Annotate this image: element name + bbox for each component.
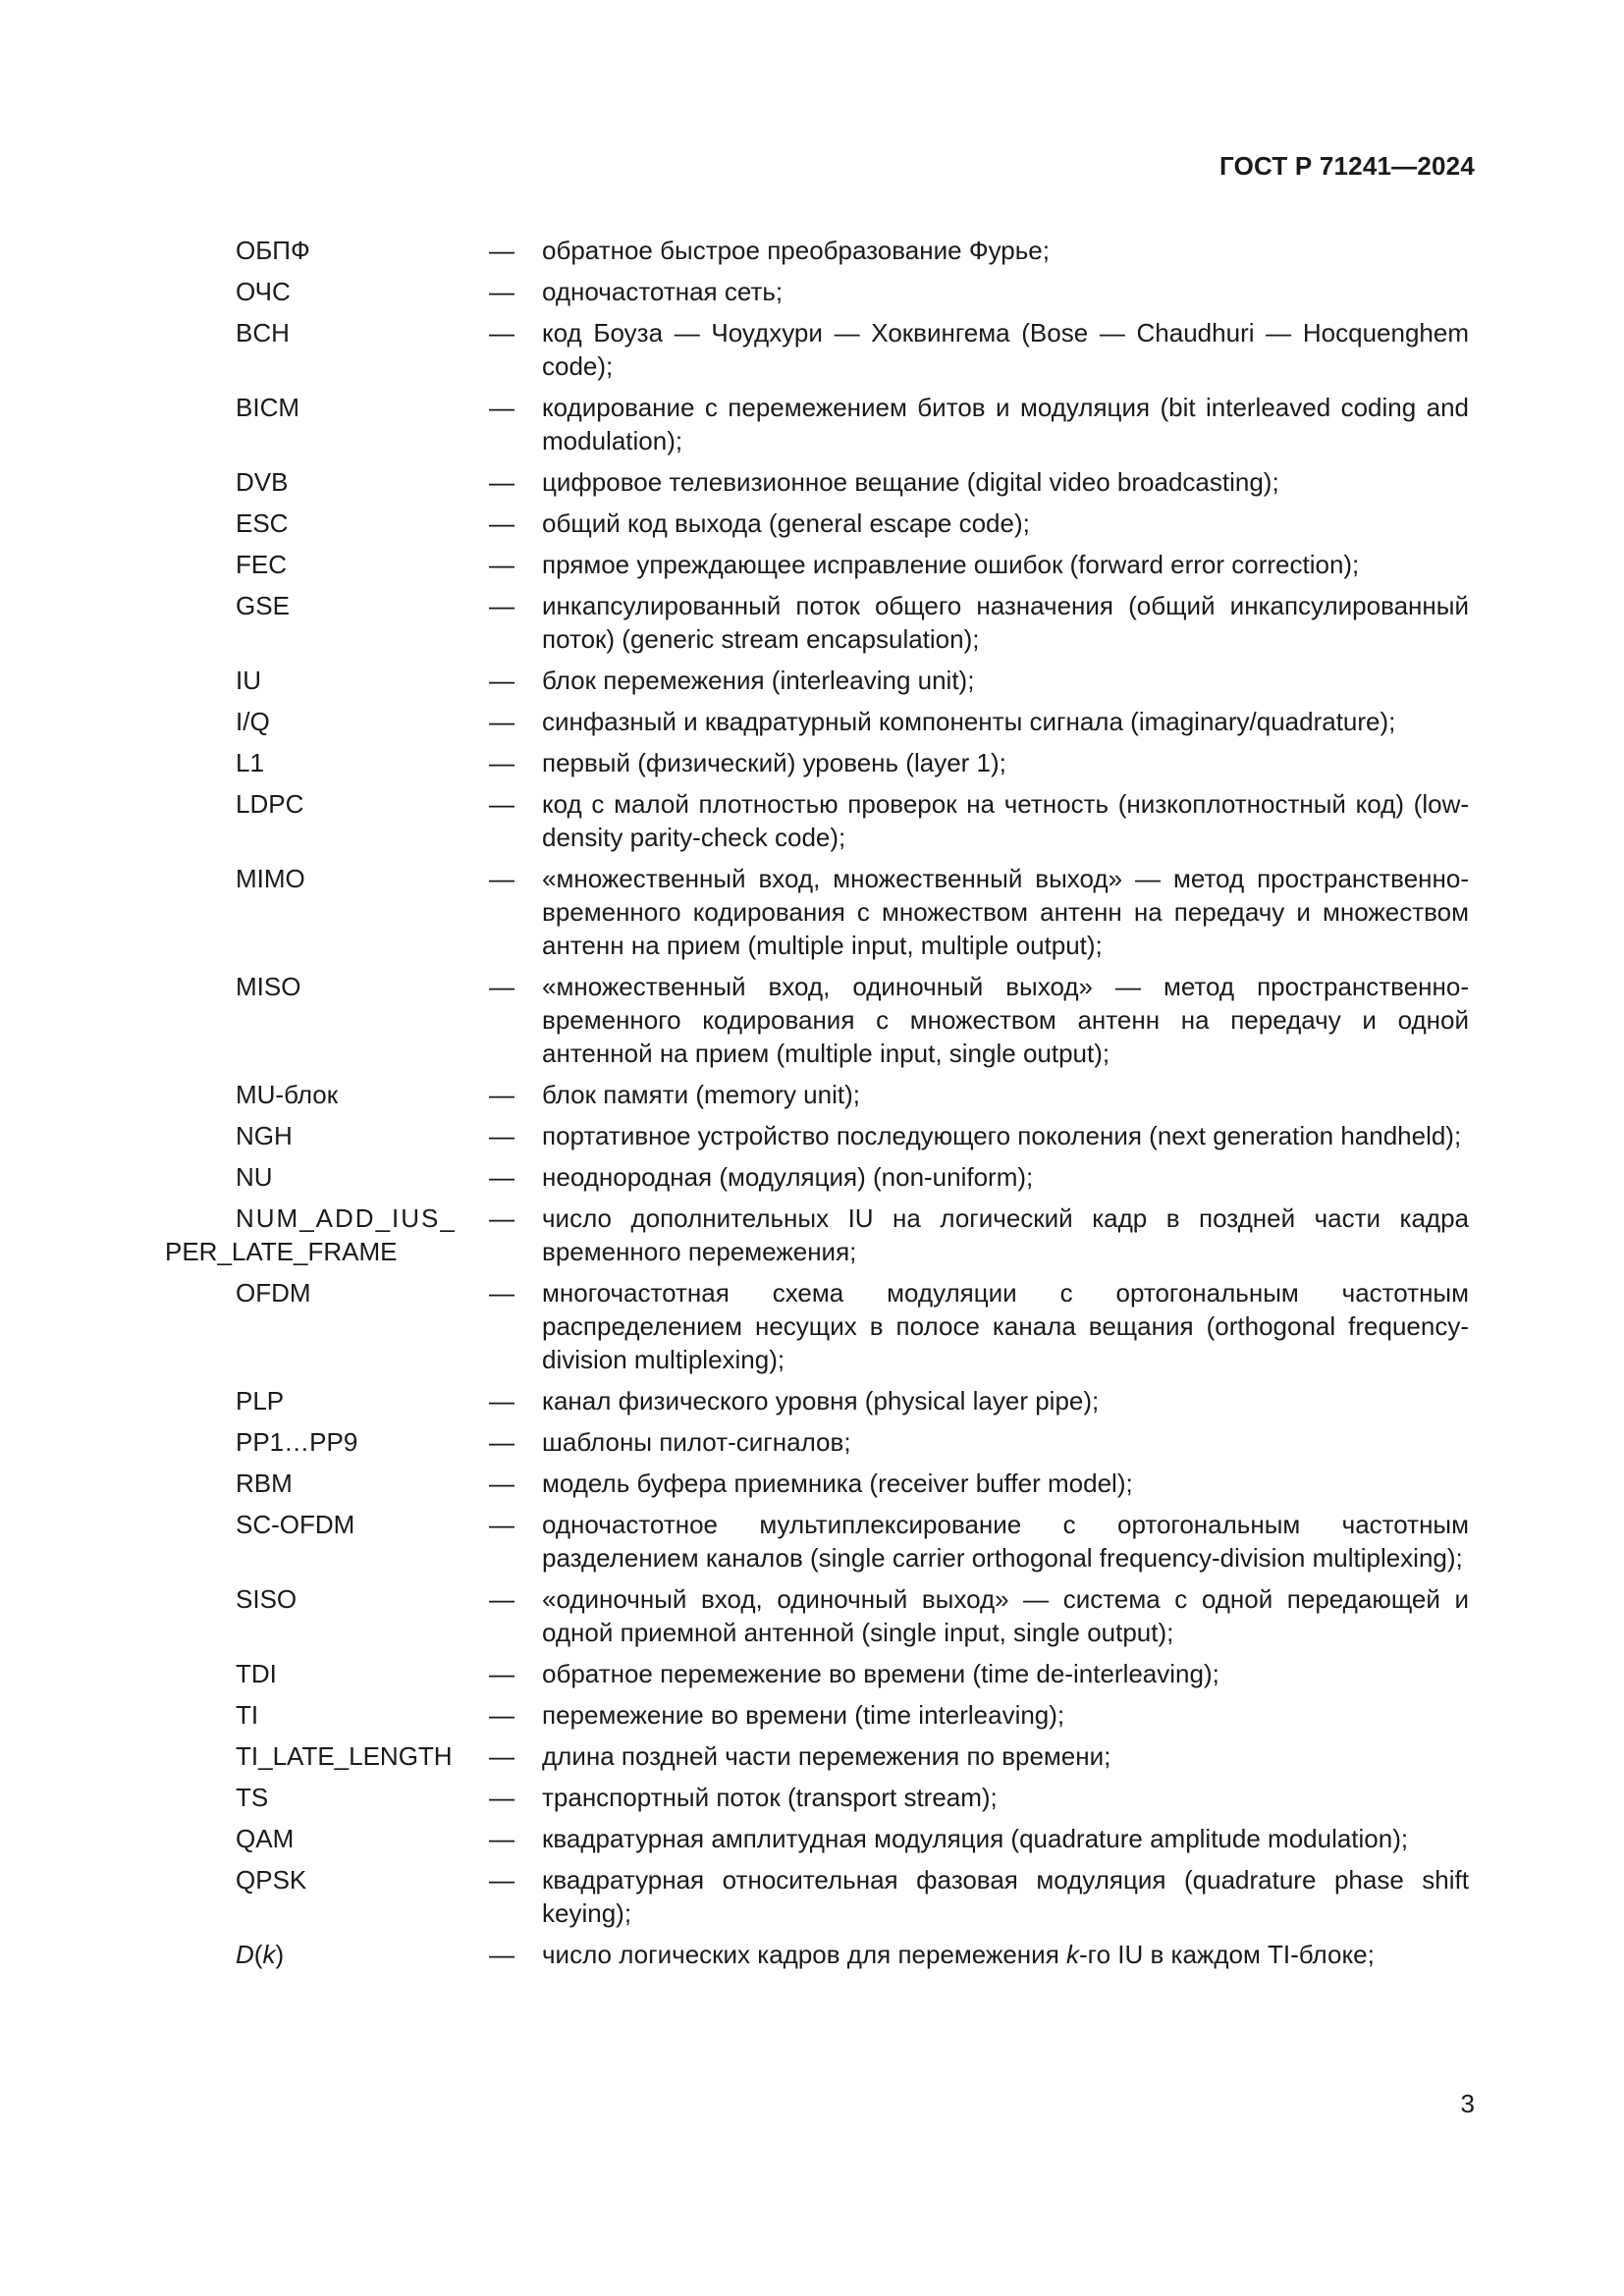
abbr-term: QPSK: [236, 1865, 307, 1895]
abbr-definition: неоднородная (модуляция) (non-uniform);: [542, 1162, 1034, 1192]
abbr-entry: [0, 705, 1624, 738]
abbr-term-paren: (: [253, 1940, 263, 1969]
abbr-dash: —: [489, 1121, 514, 1150]
abbr-dash: —: [489, 467, 514, 497]
abbr-definition: кодирование с перемежением битов и модуляция (bit interleaved coding and modulation);: [542, 393, 1469, 455]
abbr-term-line: NUM_ADD_IUS_: [236, 1203, 457, 1233]
abbr-entry: [0, 1582, 1624, 1649]
abbr-definition: квадратурная амплитудная модуляция (quadrature amplitude modulation);: [542, 1824, 1409, 1853]
abbr-dash: —: [489, 1584, 514, 1614]
abbr-definition: «множественный вход, одиночный выход» — метод пространственно-временного кодирования с множеством антенн на передачу и одной антенной на прием (multiple input, single output);: [542, 972, 1469, 1068]
abbr-entry: [0, 1276, 1624, 1376]
abbr-definition: портативное устройство последующего поколения (next generation handheld);: [542, 1121, 1462, 1150]
abbr-definition-index: k: [1066, 1940, 1079, 1969]
abbr-term: TI: [236, 1700, 259, 1730]
abbr-entry: [0, 465, 1624, 499]
abbr-definition: [542, 1938, 1469, 1971]
abbr-entry: [0, 316, 1624, 383]
abbr-term: QAM: [236, 1824, 295, 1853]
abbreviation-list: [0, 234, 1624, 1979]
abbr-term-symbol: D: [236, 1940, 254, 1969]
abbr-term: OFDM: [236, 1278, 311, 1308]
abbr-entry: [0, 1863, 1624, 1930]
abbr-term: ОЧС: [236, 277, 291, 306]
abbr-dash: —: [489, 550, 514, 579]
abbr-entry: [0, 507, 1624, 540]
abbr-definition: транспортный поток (transport stream);: [542, 1783, 998, 1812]
abbr-term: PP1…PP9: [236, 1427, 358, 1457]
abbr-dash: —: [489, 318, 514, 347]
abbr-term: RBM: [236, 1468, 293, 1498]
abbr-term: BCH: [236, 318, 290, 347]
abbr-definition: число дополнительных IU на логический кадр в поздней части кадра временного перемежения;: [542, 1203, 1469, 1266]
abbr-definition: «одиночный вход, одиночный выход» — система с одной передающей и одной приемной антенной (single input, single output);: [542, 1584, 1469, 1647]
abbr-dash: —: [489, 393, 514, 422]
abbr-term: LDPC: [236, 789, 304, 819]
abbr-dash: —: [489, 707, 514, 736]
abbr-entry: [0, 1160, 1624, 1194]
abbr-entry: [0, 787, 1624, 854]
abbr-term: TS: [236, 1783, 269, 1812]
abbr-definition: синфазный и квадратурный компоненты сигнала (imaginary/quadrature);: [542, 707, 1396, 736]
abbr-dash: —: [489, 1741, 514, 1771]
abbr-dash: —: [489, 236, 514, 265]
abbr-dash: —: [489, 1162, 514, 1192]
abbr-entry: [0, 1657, 1624, 1690]
abbr-entry: [0, 1201, 1624, 1268]
abbr-definition: модель буфера приемника (receiver buffer model);: [542, 1468, 1133, 1498]
abbr-entry: [0, 234, 1624, 267]
abbr-term: L1: [236, 748, 264, 777]
abbr-term: FEC: [236, 550, 287, 579]
abbr-term-paren: ): [275, 1940, 285, 1969]
abbr-term: MU-блок: [236, 1080, 339, 1109]
abbr-dash: —: [489, 972, 514, 1001]
document-header: ГОСТ Р 71241—2024: [1219, 151, 1475, 181]
abbr-term: IU: [236, 666, 261, 695]
abbr-dash: —: [489, 864, 514, 893]
abbr-term: SC-OFDM: [236, 1510, 355, 1539]
abbr-definition: обратное перемежение во времени (time de-interleaving);: [542, 1659, 1219, 1688]
abbr-entry: [0, 970, 1624, 1070]
abbr-term: PLP: [236, 1386, 285, 1415]
abbr-term: TDI: [236, 1659, 277, 1688]
abbr-term-index: k: [262, 1940, 276, 1969]
abbr-dash: —: [489, 1824, 514, 1853]
abbr-entry: [0, 391, 1624, 457]
abbr-definition: код с малой плотностью проверок на четность (низкоплотностный код) (low-density parity-check code);: [542, 789, 1469, 852]
abbr-term: MISO: [236, 972, 301, 1001]
abbr-term: ОБПФ: [236, 236, 310, 265]
abbr-entry: [0, 1384, 1624, 1417]
abbr-dash: —: [489, 1278, 514, 1308]
abbr-term-line: PER_LATE_FRAME: [165, 1237, 398, 1266]
abbr-term: MIMO: [236, 864, 305, 893]
abbr-dash: —: [489, 1865, 514, 1895]
abbr-definition: обратное быстрое преобразование Фурье;: [542, 236, 1050, 265]
abbr-entry: [0, 1822, 1624, 1855]
abbr-definition: код Боуза — Чоудхури — Хоквингема (Bose — Chaudhuri — Hocquenghem code);: [542, 318, 1469, 381]
abbr-dash: —: [489, 1468, 514, 1498]
abbr-definition: инкапсулированный поток общего назначения (общий инкапсулированный поток) (generic stream encapsulation);: [542, 591, 1469, 654]
page-number: 3: [1460, 2089, 1475, 2118]
abbr-definition: блок перемежения (interleaving unit);: [542, 666, 975, 695]
abbr-term: NGH: [236, 1121, 293, 1150]
abbr-dash: —: [489, 1659, 514, 1688]
abbr-term: SISO: [236, 1584, 298, 1614]
abbr-definition: одночастотное мультиплексирование с ортогональным частотным разделением каналов (single carrier orthogonal frequency-division multiplexing);: [542, 1510, 1469, 1573]
abbr-definition: канал физического уровня (physical layer pipe);: [542, 1386, 1100, 1415]
abbr-entry: [0, 1467, 1624, 1500]
abbr-definition-part: -го IU в каждом TI-блоке;: [1079, 1940, 1375, 1969]
abbr-dash: —: [489, 591, 514, 620]
abbr-dash: —: [489, 508, 514, 538]
abbr-dash: —: [489, 1940, 514, 1969]
abbr-term: ESC: [236, 508, 289, 538]
abbr-dash: —: [489, 1386, 514, 1415]
abbr-dash: —: [489, 748, 514, 777]
abbr-definition: «множественный вход, множественный выход» — метод пространственно-временного кодирования с множеством антенн на передачу и множеством антенн на прием (multiple input, multiple output);: [542, 864, 1469, 960]
abbr-dash: —: [489, 1510, 514, 1539]
abbr-entry: [0, 1938, 1624, 1971]
abbr-definition: первый (физический) уровень (layer 1);: [542, 748, 1006, 777]
abbr-entry: [0, 548, 1624, 581]
abbr-definition: шаблоны пилот-сигналов;: [542, 1427, 851, 1457]
abbr-definition: прямое упреждающее исправление ошибок (forward error correction);: [542, 550, 1360, 579]
abbr-term: [236, 1938, 284, 1971]
abbr-definition: многочастотная схема модуляции с ортогональным частотным распределением несущих в полосе канала вещания (orthogonal frequency-division multiplexing);: [542, 1278, 1469, 1374]
abbr-entry: [0, 746, 1624, 779]
abbr-dash: —: [489, 1783, 514, 1812]
abbr-definition-part: число логических кадров для перемежения: [542, 1940, 1066, 1969]
abbr-entry: [0, 1119, 1624, 1152]
abbr-term: GSE: [236, 591, 290, 620]
abbr-term: TI_LATE_LENGTH: [236, 1741, 453, 1771]
abbr-dash: —: [489, 1700, 514, 1730]
abbr-entry: [0, 862, 1624, 962]
abbr-entry: [0, 1781, 1624, 1814]
abbr-entry: [0, 1508, 1624, 1575]
abbr-dash: —: [489, 1080, 514, 1109]
abbr-entry: [0, 275, 1624, 308]
abbr-entry: [0, 1739, 1624, 1773]
abbr-dash: —: [489, 1427, 514, 1457]
abbr-definition: квадратурная относительная фазовая модуляция (quadrature phase shift keying);: [542, 1865, 1469, 1928]
abbr-entry: [0, 1078, 1624, 1111]
abbr-definition: одночастотная сеть;: [542, 277, 784, 306]
abbr-term: I/Q: [236, 707, 270, 736]
abbr-dash: —: [489, 666, 514, 695]
abbr-entry: [0, 664, 1624, 697]
abbr-definition: перемежение во времени (time interleaving);: [542, 1700, 1065, 1730]
abbr-dash: —: [489, 277, 514, 306]
abbr-definition: блок памяти (memory unit);: [542, 1080, 860, 1109]
abbr-term: DVB: [236, 467, 289, 497]
abbr-definition: общий код выхода (general escape code);: [542, 508, 1030, 538]
abbr-term: [165, 1201, 479, 1268]
abbr-definition: длина поздней части перемежения по времени;: [542, 1741, 1111, 1771]
abbr-definition: цифровое телевизионное вещание (digital video broadcasting);: [542, 467, 1279, 497]
abbr-dash: —: [489, 789, 514, 819]
abbr-entry: [0, 1698, 1624, 1732]
abbr-term: BICM: [236, 393, 299, 422]
abbr-entry: [0, 1425, 1624, 1459]
abbr-entry: [0, 589, 1624, 656]
abbr-dash: —: [489, 1203, 514, 1233]
abbr-term: NU: [236, 1162, 273, 1192]
